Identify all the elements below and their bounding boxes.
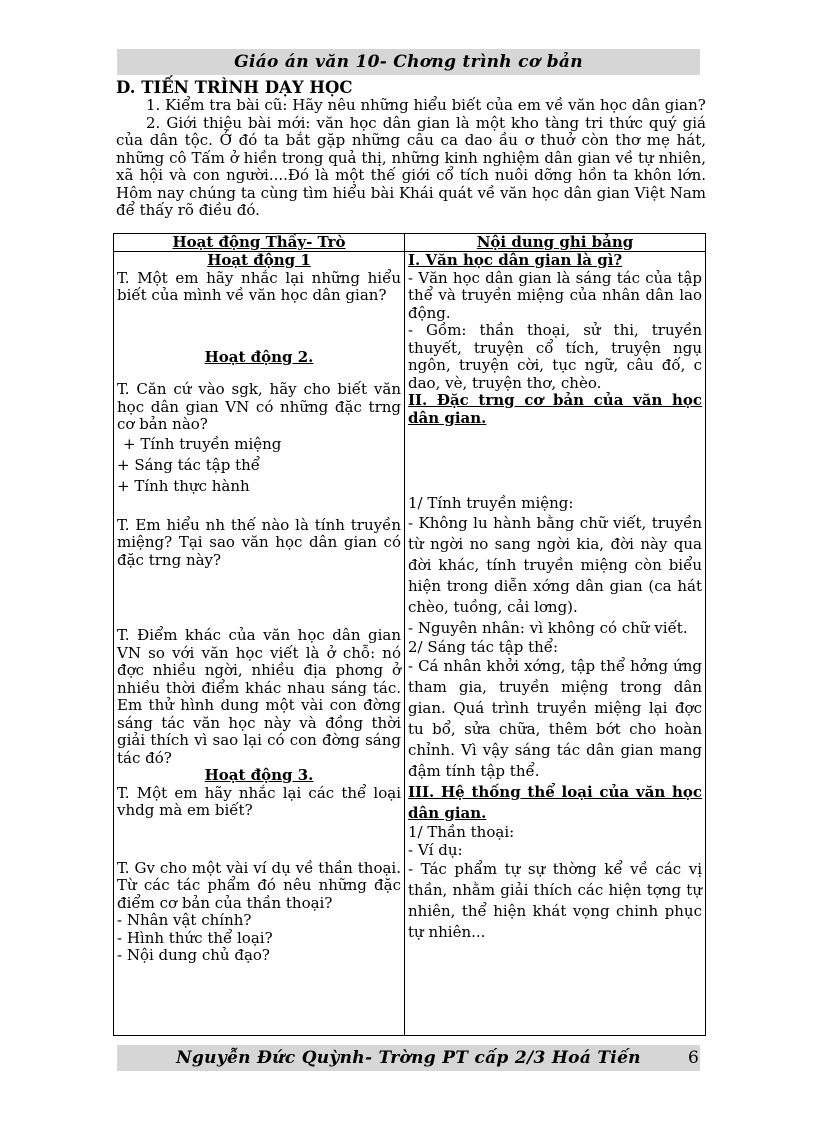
left-column <box>114 252 405 1036</box>
collective-text: - Cá nhân khởi xớng, tập thể hởng ứng tham gia, truyền miệng trong dân gian. Quá trình truyền miệng lại đợc tu bổ, sửa chữa, thêm bớt cho hoàn chỉnh. Vì vậy sáng tác dân gian mang đậm tính tập thể. <box>408 657 702 780</box>
section-title: D. TIẾN TRÌNH DẠY HỌC <box>116 78 353 97</box>
section-2-heading: II. Đặc trng cơ bản của văn học dân gian. <box>408 391 702 427</box>
table-body-row <box>114 252 706 1036</box>
sub-question-2: - Hình thức thể loại? <box>117 928 273 947</box>
question-6: T. Gv cho một vài ví dụ về thần thoại. Từ các tác phẩm đó nêu những đặc điểm cơ bản của thần thoại? <box>117 858 401 912</box>
myth-text: - Tác phẩm tự sự thờng kể về các vị thần, nhằm giải thích các hiện tợng tự nhiên, thể hiện khát vọng chinh phục tự nhiên... <box>408 860 702 941</box>
table-header-row <box>114 234 706 252</box>
sub-question-3: - Nội dung chủ đạo? <box>117 946 270 964</box>
paragraph-review: 1. Kiểm tra bài cũ: Hãy nêu những hiểu biết của em về văn học dân gian? <box>146 96 706 114</box>
sub-question-1: - Nhân vật chính? <box>117 911 252 929</box>
paragraph-introduction: 2. Giới thiệu bài mới: văn học dân gian là một kho tàng tri thức quý giá của dân tộc. Ở đó ta bắt gặp những câu ca dao ầu ơ thuở còn thơ mẹ hát, những cô Tấm ở hiền trong quả thị, những kinh nghiệm dân gian về tự nhiên, xã hội và con người....Đó là một thế giới cổ tích nuôi dỡng hồn ta khôn lớn. Hôm nay chúng ta cùng tìm hiểu bài Khái quát về văn học dân gian Việt Nam để thấy rõ điều đó. <box>116 113 706 219</box>
question-5: T. Một em hãy nhắc lại các thể loại vhdg mà em biết? <box>117 783 401 819</box>
right-column <box>405 252 706 1036</box>
question-2: T. Căn cứ vào sgk, hãy cho biết văn học dân gian VN có những đặc trng cơ bản nào? <box>117 380 401 433</box>
activity-2-heading: Hoạt động 2. <box>204 347 314 366</box>
question-4: T. Điểm khác của văn học dân gian VN so với văn học viết là ở chỗ: nó đợc nhiều ngời, nhiều địa phơng ở nhiều thời điểm khác nhau sáng tác. Em thử hình dung một vài con đờng sáng tác văn học này và đồng thời giải thích vì sao lại có con đờng sáng tác đó? <box>117 626 401 767</box>
question-1: T. Một em hãy nhắc lại những hiểu biết của mình về văn học dân gian? <box>117 268 401 304</box>
section-3-heading: III. Hệ thống thể loại của văn học dân gian. <box>408 783 702 822</box>
collective-heading: 2/ Sáng tác tập thể: <box>408 637 559 656</box>
bullet-collective: + Sáng tác tập thể <box>117 455 260 474</box>
header-board-content: Nội dung ghi bảng <box>405 234 706 252</box>
footer-text: Nguyễn Đức Quỳnh- Trờng PT cấp 2/3 Hoá Tiến <box>176 1048 641 1068</box>
bullet-practical: + Tính thực hành <box>117 476 250 495</box>
example-text: - Ví dụ: <box>408 840 463 859</box>
genres-text: - Gồm: thần thoại, sử thi, truyền thuyết, truyện cổ tích, truyện ngụ ngôn, truyện cời, tục ngữ, câu đố, c dao, vè, truyện thơ, chèo. <box>408 321 702 392</box>
header-title: Giáo án văn 10- Chơng trình cơ bản <box>234 52 583 72</box>
oral-heading: 1/ Tính truyền miệng: <box>408 494 574 512</box>
definition-text: - Văn học dân gian là sáng tác của tập thể và truyền miệng của nhân dân lao động. <box>408 268 702 322</box>
activity-3-heading: Hoạt động 3. <box>204 766 314 784</box>
section-1-heading: I. Văn học dân gian là gì? <box>408 251 623 269</box>
activity-1-heading: Hoạt động 1 <box>207 251 311 269</box>
lesson-section <box>116 78 706 220</box>
footer-band <box>117 1045 700 1071</box>
page-number: 6 <box>688 1048 699 1068</box>
header-band <box>117 49 700 75</box>
reason-text: - Nguyên nhân: vì không có chữ viết. <box>408 618 688 637</box>
oral-text: - Không lu hành bằng chữ viết, truyền từ ngời no sang ngời kia, đời này qua đời khác, tính truyền miệng còn biểu hiện trong diễn xớng dân gian (ca hát chèo, tuồng, cải lơng). <box>408 513 702 616</box>
lesson-table <box>113 233 706 1036</box>
header-teacher-student: Hoạt động Thầy- Trò <box>114 234 405 252</box>
myth-heading: 1/ Thần thoại: <box>408 823 515 841</box>
bullet-oral: + Tính truyền miệng <box>123 434 282 453</box>
question-3: T. Em hiểu nh thế nào là tính truyền miệng? Tại sao văn học dân gian có đặc trng này? <box>117 515 401 569</box>
